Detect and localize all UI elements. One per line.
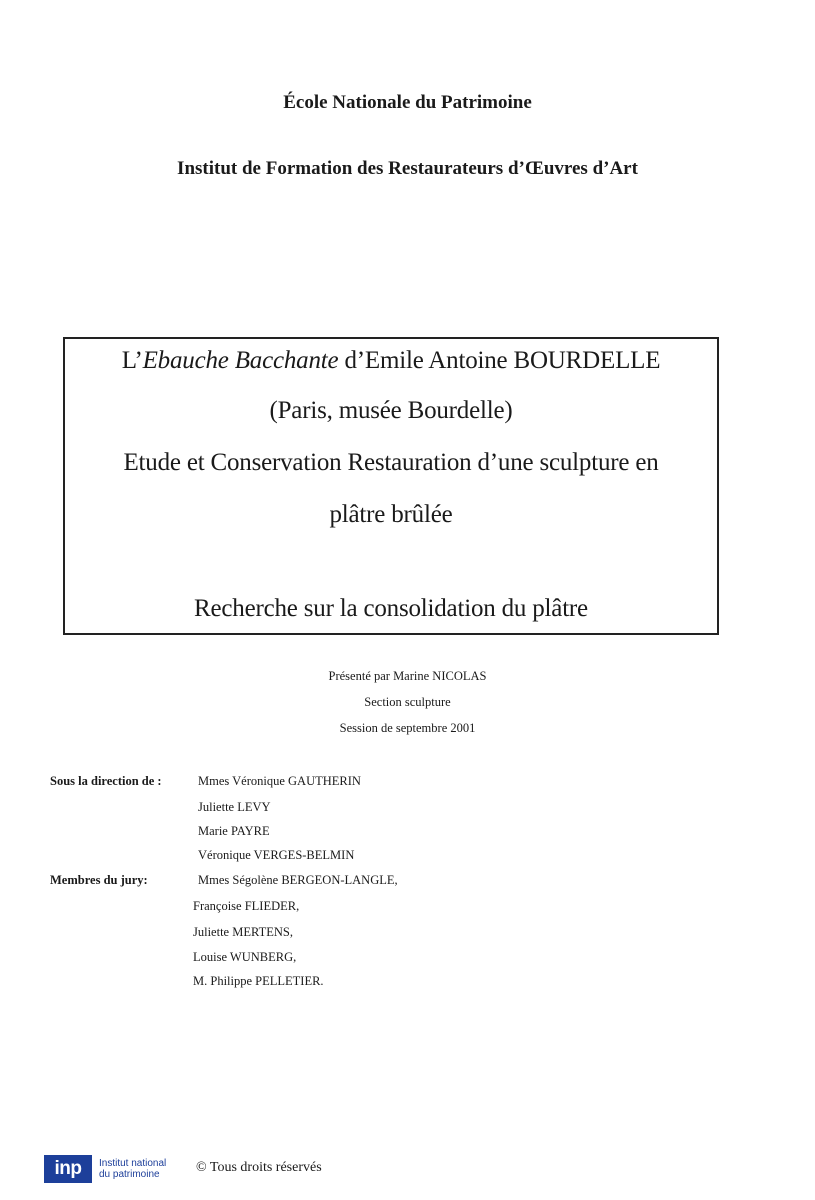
title-prefix: L’ xyxy=(121,347,143,374)
title-line-2: (Paris, musée Bourdelle) xyxy=(269,397,513,424)
jury-label: Membres du jury: xyxy=(50,873,148,887)
jury-member: Louise WUNBERG, xyxy=(193,950,297,964)
school-name: École Nationale du Patrimoine xyxy=(283,92,532,113)
director-name: Mmes Véronique GAUTHERIN xyxy=(198,774,361,788)
title-line-3: Etude et Conservation Restauration d’une sculpture en xyxy=(123,449,659,476)
institute-name: Institut de Formation des Restaurateurs d’Œuvres d’Art xyxy=(177,158,638,179)
inp-institute-name xyxy=(99,1158,166,1180)
title-box xyxy=(63,337,719,635)
jury-member: M. Philippe PELLETIER. xyxy=(193,974,324,988)
artist-name: d’Emile Antoine BOURDELLE xyxy=(338,347,661,374)
session: Session de septembre 2001 xyxy=(339,721,476,735)
section: Section sculpture xyxy=(364,695,451,709)
title-line-4: plâtre brûlée xyxy=(329,501,453,528)
jury-member: Juliette MERTENS, xyxy=(193,925,293,939)
inp-institute-line-1: Institut national xyxy=(99,1158,167,1169)
title-line-1 xyxy=(65,347,717,375)
copyright-notice: © Tous droits réservés xyxy=(196,1160,322,1175)
subtitle: Recherche sur la consolidation du plâtre xyxy=(194,595,588,622)
director-name: Juliette LEVY xyxy=(198,800,271,814)
artwork-title: Ebauche Bacchante xyxy=(142,347,339,374)
jury-member: Mmes Ségolène BERGEON-LANGLE, xyxy=(198,873,398,887)
jury-member: Françoise FLIEDER, xyxy=(193,899,300,913)
director-name: Marie PAYRE xyxy=(198,824,270,838)
inp-logo: inp xyxy=(44,1155,92,1183)
direction-label: Sous la direction de : xyxy=(50,774,162,788)
presented-by: Présenté par Marine NICOLAS xyxy=(328,669,487,683)
inp-institute-line-2: du patrimoine xyxy=(99,1169,160,1180)
director-name: Véronique VERGES-BELMIN xyxy=(198,848,355,862)
